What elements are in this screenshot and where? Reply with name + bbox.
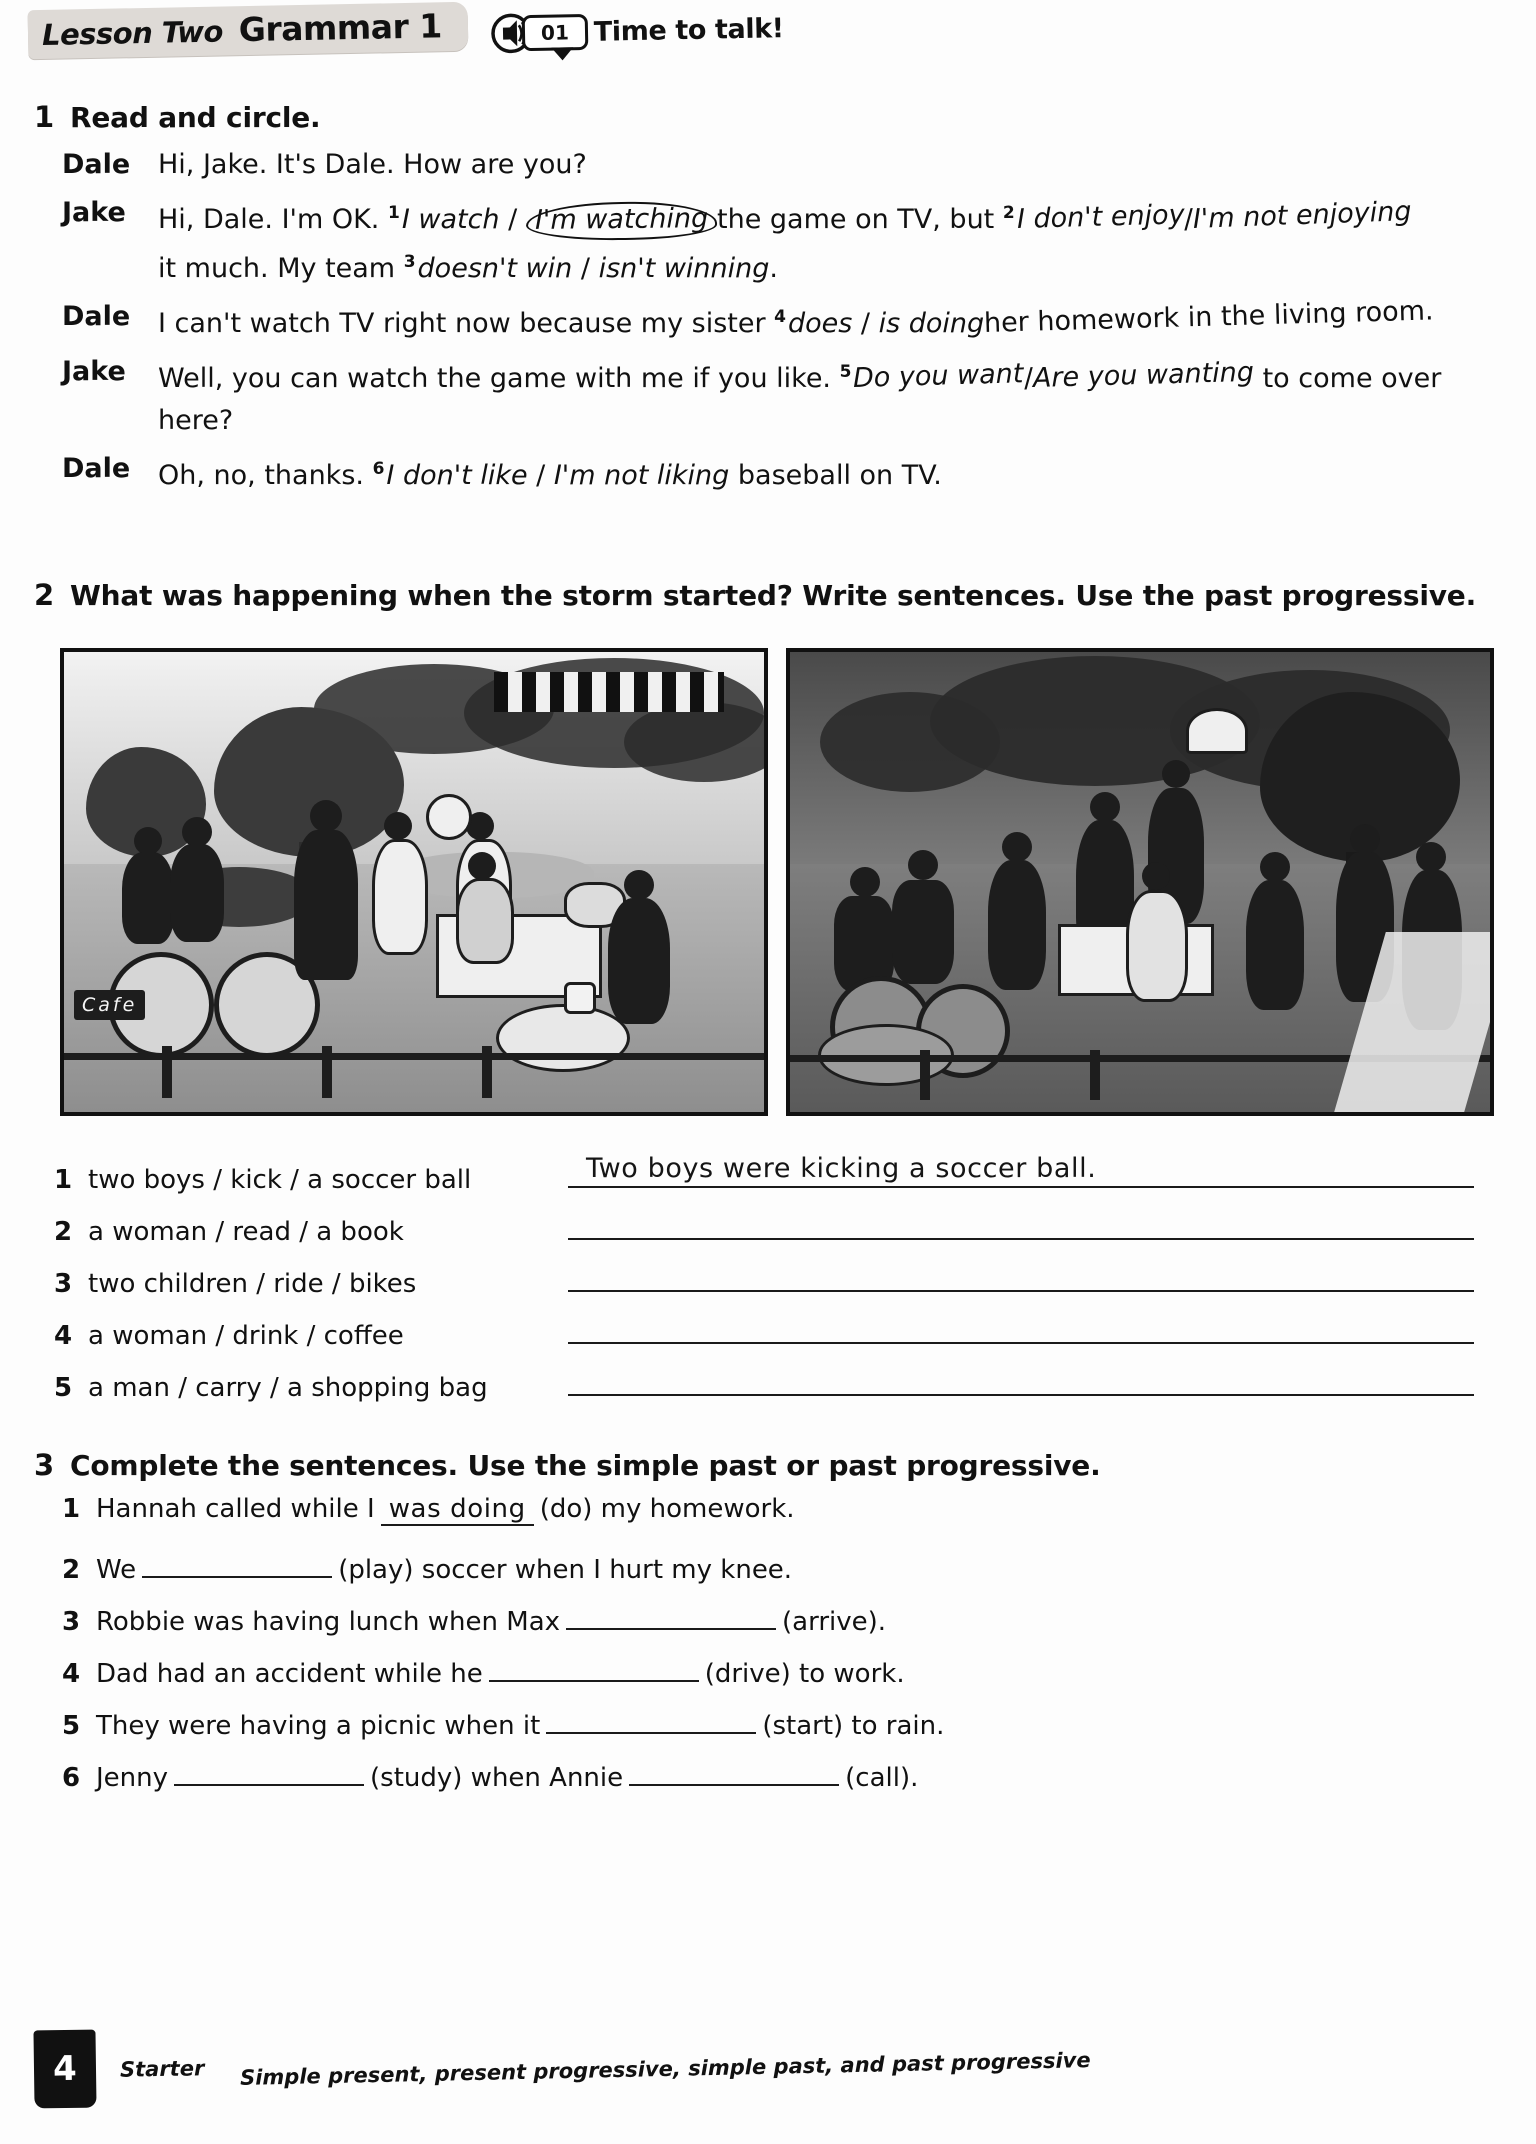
soccer-ball: [426, 794, 472, 840]
answer-blank[interactable]: [629, 1754, 839, 1786]
railing-post: [322, 1046, 332, 1098]
sentence-prefix: Hannah called while I: [96, 1494, 375, 1524]
fill-in-row: [62, 1702, 1101, 1754]
speaker-name: Dale: [62, 453, 131, 484]
item-prompt: a woman / read / a book: [88, 1217, 404, 1247]
person-body: [1246, 880, 1304, 1010]
sentence-prefix: They were having a picnic when it: [96, 1711, 541, 1741]
exercise-3: [34, 1448, 1101, 1806]
answer-row: [54, 1256, 1474, 1308]
exercise-2: [34, 578, 1476, 612]
exercise-3-items: [62, 1494, 1101, 1806]
item-marker-4: 4: [774, 307, 786, 327]
railing-post: [482, 1046, 492, 1098]
answer-row: [54, 1360, 1474, 1412]
lesson-label: Lesson Two: [41, 14, 224, 52]
audio-track-number: 01: [521, 13, 588, 50]
dialogue-fragment: the game on TV, but: [717, 204, 1003, 235]
fill-in-row: [62, 1598, 1101, 1650]
dialogue-text: Hi, Jake. It's Dale. How are you?: [158, 149, 587, 180]
dialogue-fragment: Oh, no, thanks.: [158, 460, 373, 491]
illustration-during-storm: [786, 648, 1494, 1116]
exercise-2-title: What was happening when the storm started? Write sentences. Use the past progressive.: [70, 579, 1477, 612]
grammar-label: Grammar 1: [238, 6, 443, 50]
option-2a[interactable]: I don't enjoy: [1016, 199, 1185, 235]
option-1b-circled[interactable]: I'm watching: [526, 201, 718, 241]
option-separator: /: [499, 204, 526, 235]
dialogue-list: [62, 144, 1502, 497]
option-separator: /: [572, 253, 599, 284]
answer-blank[interactable]: [174, 1754, 364, 1786]
cafe-table: [496, 1004, 630, 1072]
option-separator: /: [852, 308, 879, 339]
dialogue-text: [158, 448, 1502, 497]
item-number: 5: [62, 1711, 81, 1741]
item-prompt: two boys / kick / a soccer ball: [88, 1165, 472, 1195]
dialogue-fragment: I can't watch TV right now because my sister: [158, 308, 775, 339]
cyclist-head: [182, 817, 212, 847]
speaker-name: Jake: [62, 197, 126, 228]
item-number: 2: [54, 1217, 73, 1247]
item-prompt: two children / ride / bikes: [88, 1269, 417, 1299]
person-head: [1416, 842, 1446, 872]
dialogue-line: [62, 296, 1502, 345]
cafe-sign: Cafe: [74, 990, 145, 1020]
woman-head: [624, 870, 654, 900]
footer-level-label: Starter: [119, 2056, 205, 2082]
item-marker-1: 1: [387, 203, 400, 223]
page-header-banner: [28, 6, 783, 55]
fill-in-row: [62, 1754, 1101, 1806]
illustration-pair: [60, 648, 1494, 1116]
fallen-child-body: [892, 880, 954, 984]
exercise-1: [34, 100, 1502, 503]
fallen-child-head: [908, 850, 938, 880]
sentence-suffix: (do) my homework.: [539, 1494, 795, 1524]
fill-in-row: [62, 1546, 1101, 1598]
audio-track-chip[interactable]: [489, 6, 783, 56]
answer-writing-line[interactable]: [568, 1152, 1474, 1188]
item-marker-3: 3: [403, 252, 416, 272]
item-number: 6: [62, 1763, 81, 1793]
cyclist-head: [134, 827, 162, 855]
item-marker-6: 6: [372, 459, 385, 479]
dialogue-line: [62, 448, 1502, 497]
answer-row: [54, 1308, 1474, 1360]
filled-answer[interactable]: was doing: [381, 1494, 534, 1526]
boy-head: [384, 812, 412, 840]
item-number: 5: [54, 1373, 73, 1403]
running-person-head: [1162, 760, 1190, 788]
answer-blank[interactable]: [546, 1702, 756, 1734]
sentence-prefix: Robbie was having lunch when Max: [96, 1607, 561, 1637]
time-to-talk-label: Time to talk!: [593, 12, 784, 47]
option-5b[interactable]: Are you wanting: [1032, 356, 1255, 394]
dialogue-line: [62, 351, 1502, 442]
option-3b[interactable]: isn't winning: [598, 253, 770, 284]
speaker-name: Dale: [62, 149, 131, 180]
option-6a[interactable]: I don't like: [386, 460, 528, 491]
exercise-2-number: 2: [34, 578, 55, 612]
answer-writing-line[interactable]: [568, 1256, 1474, 1292]
dialogue-fragment: her homework in the living room.: [983, 295, 1435, 339]
sentence-prefix: Dad had an accident while he: [96, 1659, 483, 1689]
item-number: 1: [54, 1165, 73, 1195]
man-body: [294, 830, 358, 980]
option-separator: /: [1183, 203, 1194, 235]
item-marker-5: 5: [839, 362, 852, 382]
fallen-child-head: [850, 867, 880, 897]
sentence-suffix: (call).: [845, 1763, 919, 1793]
answer-blank[interactable]: [142, 1546, 332, 1578]
answer-blank[interactable]: [566, 1598, 776, 1630]
woman-body: [608, 898, 670, 1024]
answer-writing-line[interactable]: [568, 1204, 1474, 1240]
dialogue-fragment: to come over here?: [158, 363, 1442, 436]
illustration-before-storm: [60, 648, 768, 1116]
storm-cloud: [820, 692, 1000, 792]
dialogue-text: [158, 351, 1502, 442]
item-prompt: a woman / drink / coffee: [88, 1321, 404, 1351]
running-person-body: [988, 860, 1046, 990]
fill-in-row: [62, 1494, 1101, 1546]
exercise-2-answers: [54, 1152, 1474, 1412]
coffee-cup: [564, 982, 596, 1014]
cafe-awning: [494, 672, 724, 712]
sentence-suffix: (start) to rain.: [762, 1711, 945, 1741]
option-4a[interactable]: does: [788, 308, 853, 339]
item-number: 1: [62, 1494, 81, 1524]
boy-body: [372, 839, 428, 955]
fill-in-row: [62, 1650, 1101, 1702]
dialogue-fragment: Hi, Dale. I'm OK.: [158, 204, 388, 235]
item-number: 3: [62, 1607, 81, 1637]
option-separator: /: [527, 460, 554, 491]
woman-body: [1126, 890, 1188, 1002]
speaker-name: Dale: [62, 301, 131, 332]
item-number: 4: [62, 1659, 81, 1689]
answer-blank[interactable]: [489, 1650, 699, 1682]
person-head: [1260, 852, 1290, 882]
exercise-1-title: Read and circle.: [70, 101, 321, 134]
dialogue-fragment: .: [769, 253, 778, 284]
item-number: 3: [54, 1269, 73, 1299]
sentence-suffix: (drive) to work.: [704, 1659, 905, 1689]
exercise-2-heading: [34, 578, 1476, 612]
option-6b[interactable]: I'm not liking: [553, 460, 730, 491]
item-marker-2: 2: [1002, 203, 1015, 223]
answer-writing-line[interactable]: [568, 1308, 1474, 1344]
handwritten-answer: Two boys were kicking a soccer ball.: [586, 1153, 1097, 1184]
sentence-prefix: Jenny: [96, 1763, 169, 1793]
running-person-head: [1090, 792, 1120, 822]
answer-writing-line[interactable]: [568, 1360, 1474, 1396]
woman-body: [456, 878, 514, 964]
page-number-badge: 4: [33, 2030, 96, 2109]
woman-head: [468, 852, 496, 880]
sentence-middle: (study) when Annie: [370, 1763, 624, 1793]
person-head: [1350, 824, 1380, 854]
exercise-3-title: Complete the sentences. Use the simple past or past progressive.: [70, 1449, 1101, 1482]
exercise-3-number: 3: [34, 1448, 55, 1482]
railing-post: [1090, 1050, 1100, 1100]
item-prompt: a man / carry / a shopping bag: [88, 1373, 488, 1403]
sentence-suffix: (play) soccer when I hurt my knee.: [338, 1555, 793, 1585]
option-3a[interactable]: doesn't win: [417, 253, 573, 284]
exercise-1-number: 1: [34, 100, 55, 134]
dialogue-fragment: baseball on TV.: [729, 460, 942, 491]
sentence-prefix: We: [96, 1555, 137, 1585]
option-5a[interactable]: Do you want: [852, 358, 1025, 394]
sentence-suffix: (arrive).: [782, 1607, 887, 1637]
running-person-head: [1002, 832, 1032, 862]
cyclist-body: [122, 852, 174, 944]
dialogue-line: [62, 192, 1502, 290]
railing-post: [920, 1050, 930, 1100]
dialogue-fragment: Well, you can watch the game with me if you like.: [158, 363, 840, 394]
man-head: [310, 800, 342, 832]
footer-description: Simple present, present progressive, simple past, and past progressive: [240, 2048, 1092, 2090]
answer-row: [54, 1204, 1474, 1256]
umbrella: [1186, 708, 1248, 754]
page-footer: [34, 2030, 1091, 2108]
exercise-1-heading: [34, 100, 1502, 134]
item-number: 4: [54, 1321, 73, 1351]
exercise-3-heading: [34, 1448, 1101, 1482]
dialogue-line: [62, 144, 1502, 186]
dialogue-text: [158, 192, 1502, 290]
dialogue-text: [158, 296, 1502, 345]
lesson-title-tab: [28, 2, 469, 59]
speaker-name: Jake: [62, 356, 126, 387]
option-2b[interactable]: I'm not enjoying: [1192, 196, 1413, 235]
cyclist-body: [170, 844, 224, 942]
option-4b[interactable]: is doing: [878, 308, 985, 339]
railing-post: [162, 1046, 172, 1098]
answer-row: [54, 1152, 1474, 1204]
option-1a[interactable]: I watch: [401, 204, 500, 235]
woman-head: [1142, 862, 1170, 890]
item-number: 2: [62, 1555, 81, 1585]
option-separator: /: [1023, 362, 1034, 394]
dialogue-fragment: it much. My team: [158, 253, 404, 284]
